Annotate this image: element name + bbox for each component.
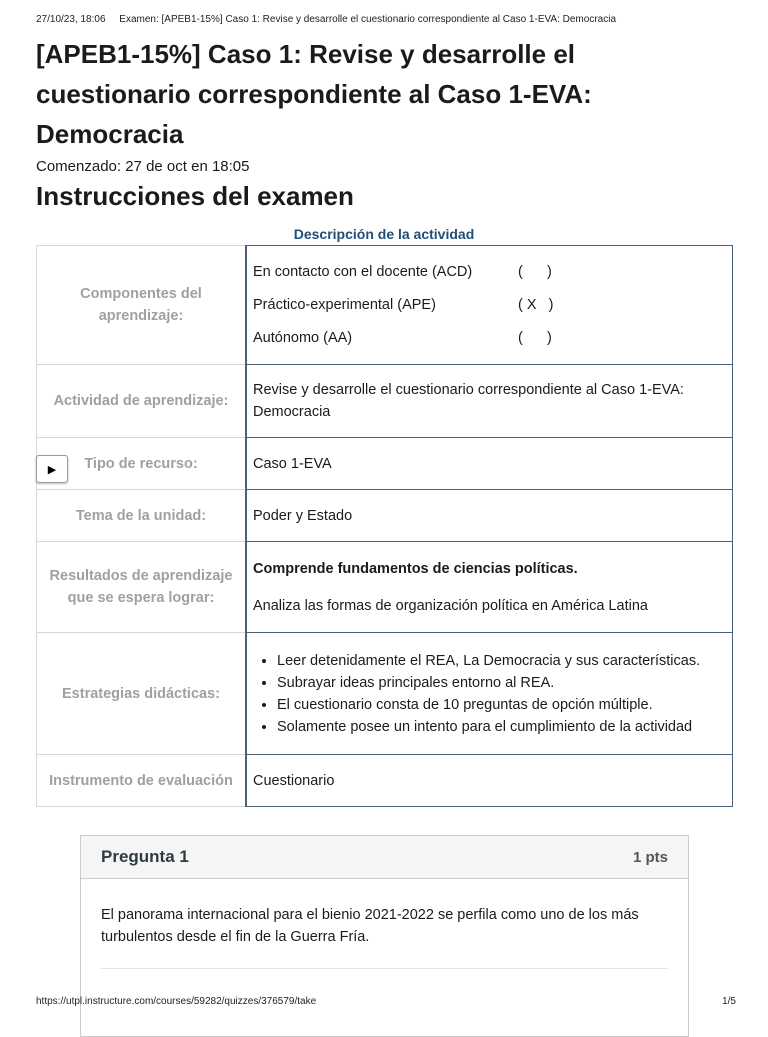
activity-value: Revise y desarrolle el cuestionario correspondiente al Caso 1-EVA: Democracia xyxy=(246,365,733,438)
print-page-title: Examen: [APEB1-15%] Caso 1: Revise y desarrolle el cuestionario correspondiente al Caso 1-EVA: Democracia xyxy=(119,14,616,25)
instrument-label: Instrumento de evaluación xyxy=(37,755,247,807)
started-at: Comenzado: 27 de oct en 18:05 xyxy=(36,158,250,175)
instructions-heading: Instrucciones del examen xyxy=(36,181,354,211)
component-aa: Autónomo (AA) ( ) xyxy=(253,330,552,346)
row-strategies xyxy=(37,633,733,755)
instrument-value: Cuestionario xyxy=(246,755,733,807)
row-results xyxy=(37,542,733,633)
row-instrument xyxy=(37,755,733,807)
question-title: Pregunta 1 xyxy=(101,847,189,866)
component-ape: Práctico-experimental (APE) ( X ) xyxy=(253,297,554,313)
resource-value: Caso 1-EVA xyxy=(246,438,733,490)
play-button[interactable] xyxy=(36,455,68,483)
question-text: El panorama internacional para el bienio 2021-2022 se perfila como uno de los más turbulentos desde el fin de la Guerra Fría. xyxy=(101,907,639,945)
strategy-item: • Solamente posee un intento para el cumplimiento de la actividad xyxy=(277,716,726,738)
strategies-label: Estrategias didácticas: xyxy=(37,633,247,755)
row-components xyxy=(37,246,733,365)
components-label: Componentes del aprendizaje: xyxy=(37,246,247,365)
question-header xyxy=(81,836,688,879)
print-header xyxy=(36,14,736,25)
strategies-list xyxy=(253,650,726,738)
strategies-value xyxy=(246,633,733,755)
unit-label: Tema de la unidad: xyxy=(37,490,247,542)
question-divider xyxy=(101,968,668,969)
strategy-item: • Subrayar ideas principales entorno al REA. xyxy=(277,672,726,694)
quiz-title: [APEB1-15%] Caso 1: Revise y desarrolle el cuestionario correspondiente al Caso 1-EVA: Democracia xyxy=(36,39,592,149)
component-acd: En contacto con el docente (ACD) ( ) xyxy=(253,264,552,280)
strategy-item: • El cuestionario consta de 10 preguntas de opción múltiple. xyxy=(277,694,726,716)
results-bold: Comprende fundamentos de ciencias políticas. xyxy=(253,560,578,577)
components-value xyxy=(246,246,733,365)
play-icon: ▶ xyxy=(47,463,57,476)
results-text: Analiza las formas de organización política en América Latina xyxy=(253,597,648,614)
print-footer xyxy=(36,996,736,1007)
row-resource xyxy=(37,438,733,490)
print-page-number: 1/5 xyxy=(722,996,736,1007)
resource-label: Tipo de recurso: xyxy=(37,438,247,490)
question-points: 1 pts xyxy=(632,848,668,866)
row-unit xyxy=(37,490,733,542)
unit-value: Poder y Estado xyxy=(246,490,733,542)
activity-label: Actividad de aprendizaje: xyxy=(37,365,247,438)
print-url[interactable]: https://utpl.instructure.com/courses/59282/quizzes/376579/take xyxy=(36,996,317,1007)
activity-description-heading: Descripción de la actividad xyxy=(293,226,475,242)
results-label: Resultados de aprendizaje que se espera lograr: xyxy=(37,542,247,633)
print-timestamp: 27/10/23, 18:06 xyxy=(36,14,106,25)
activity-table xyxy=(36,245,733,807)
strategy-item: • Leer detenidamente el REA, La Democracia y sus características. xyxy=(277,650,726,672)
results-value xyxy=(246,542,733,633)
row-activity xyxy=(37,365,733,438)
